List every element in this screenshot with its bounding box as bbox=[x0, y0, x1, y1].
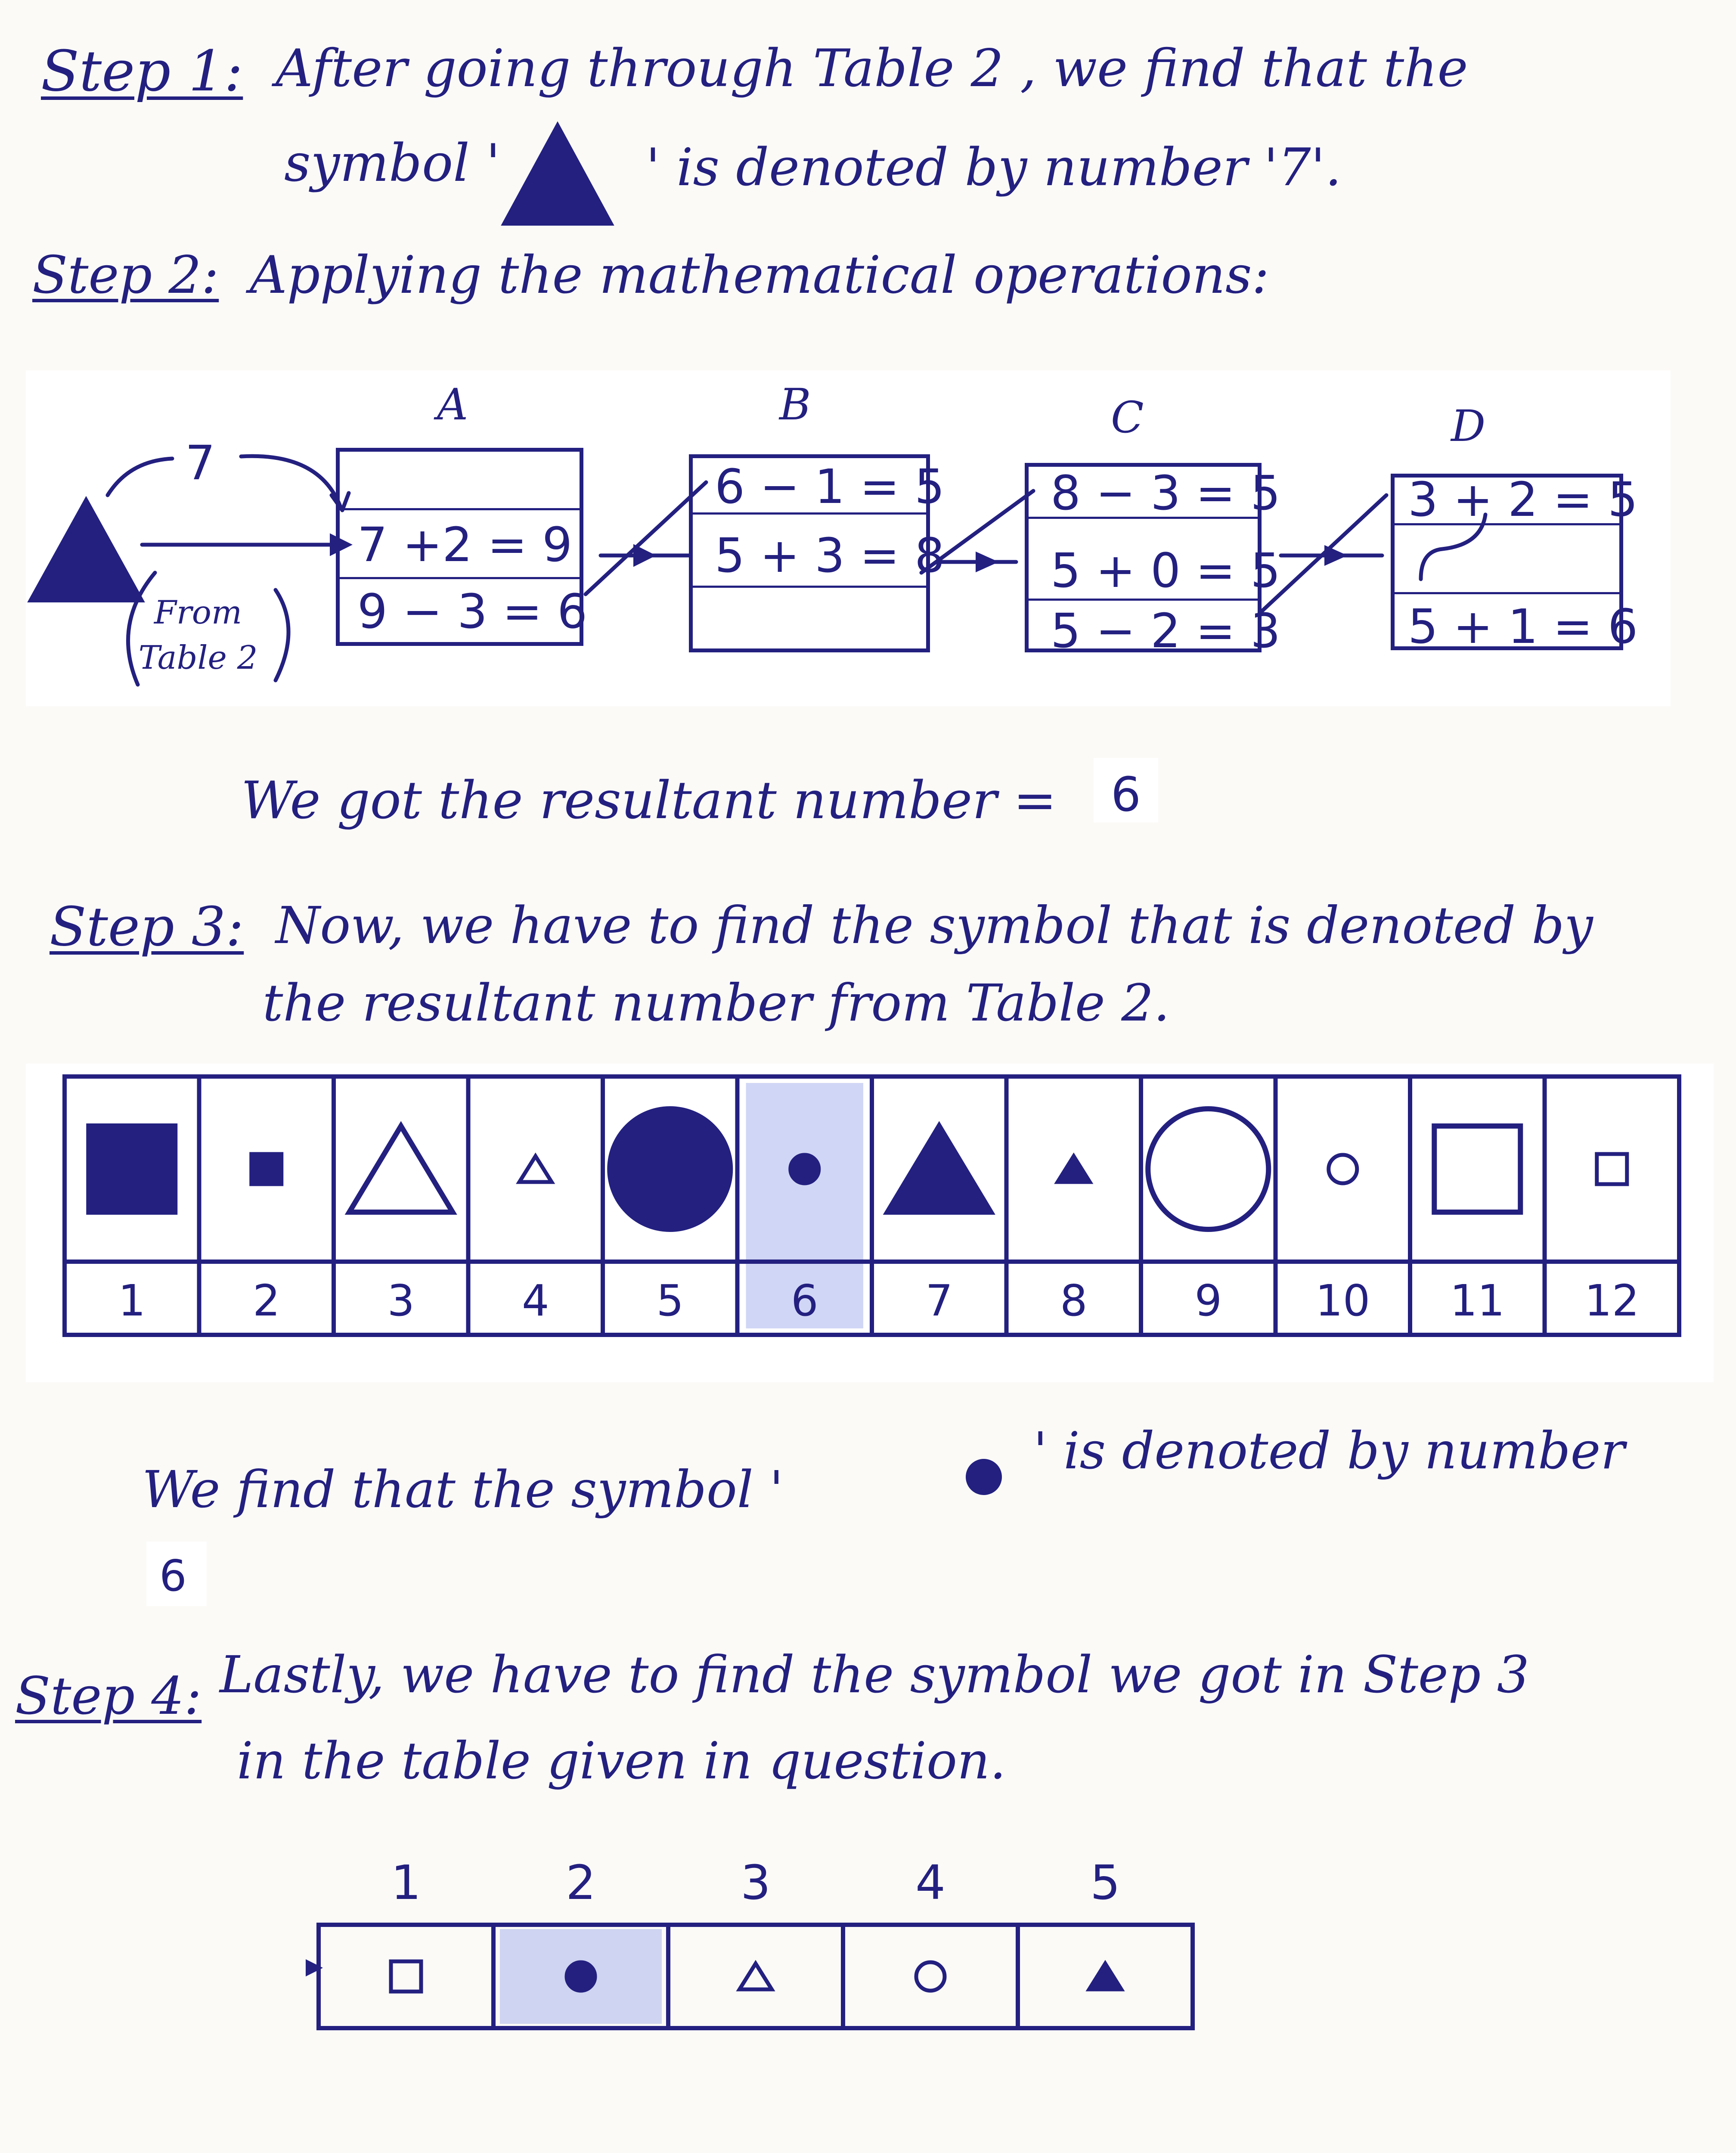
answer-border bbox=[319, 1925, 1193, 2028]
box-b-row1: 6 − 1 = 5 bbox=[715, 459, 945, 514]
outline-circle-small-icon bbox=[916, 1962, 945, 1991]
find-value: 6 bbox=[159, 1551, 187, 1601]
source-note: From Table 2 bbox=[138, 593, 258, 676]
step1-post-symbol: ' is denoted by number '7'. bbox=[646, 138, 1342, 198]
box-a-row3: 9 − 3 = 6 bbox=[357, 584, 588, 639]
step4-line1: Lastly, we have to find the symbol we got in Step 3 bbox=[220, 1645, 1529, 1704]
step3-line2: the resultant number from Table 2. bbox=[263, 973, 1170, 1033]
box-c-name: C bbox=[1111, 392, 1144, 443]
find-pre: We find that the symbol ' bbox=[142, 1460, 784, 1519]
step4-label: Step 4: bbox=[15, 1666, 202, 1726]
table2-number: 7 bbox=[925, 1275, 953, 1326]
step1-line1: After going through Table 2 , we find that the bbox=[276, 39, 1468, 99]
box-b-row2: 5 + 3 = 8 bbox=[715, 528, 945, 583]
find-post: ' is denoted by number bbox=[1033, 1421, 1625, 1480]
table2-number: 6 bbox=[790, 1275, 818, 1326]
answer-number: 4 bbox=[915, 1855, 946, 1910]
table2-number: 10 bbox=[1315, 1275, 1370, 1326]
result-value: 6 bbox=[1111, 767, 1141, 822]
result-text: We got the resultant number = bbox=[241, 771, 1057, 831]
outline-triangle-small-icon bbox=[740, 1964, 772, 1989]
box-d-row1: 3 + 2 = 5 bbox=[1408, 472, 1638, 527]
answer-number: 2 bbox=[566, 1855, 596, 1910]
table2-number: 3 bbox=[387, 1275, 415, 1326]
answer-number: 1 bbox=[391, 1855, 421, 1910]
table2-number: 9 bbox=[1194, 1275, 1222, 1326]
step1-pre-symbol: symbol ' bbox=[284, 133, 500, 193]
step4-line2: in the table given in question. bbox=[237, 1731, 1006, 1790]
table2-number: 2 bbox=[252, 1275, 280, 1326]
filled-triangle-small-icon bbox=[1089, 1964, 1122, 1989]
step2-text: Applying the mathematical operations: bbox=[250, 245, 1269, 305]
box-a-row2: 7 +2 = 9 bbox=[357, 517, 573, 572]
table2-number: 8 bbox=[1060, 1275, 1088, 1326]
answer-number: 5 bbox=[1090, 1855, 1120, 1910]
box-a-name: A bbox=[437, 379, 468, 430]
step2-label: Step 2: bbox=[32, 245, 219, 305]
step3-line1: Now, we have to find the symbol that is denoted by bbox=[276, 896, 1593, 955]
box-c-row2: 5 + 0 = 5 bbox=[1051, 543, 1281, 598]
box-d-name: D bbox=[1451, 401, 1486, 451]
table2-number: 5 bbox=[656, 1275, 684, 1326]
box-c-row3: 5 − 2 = 3 bbox=[1051, 603, 1281, 658]
box-c-row1: 8 − 3 = 5 bbox=[1051, 465, 1281, 521]
step3-label: Step 3: bbox=[50, 896, 244, 958]
table2-number: 4 bbox=[521, 1275, 549, 1326]
step1-label: Step 1: bbox=[41, 38, 243, 104]
table2-number: 1 bbox=[118, 1275, 146, 1326]
box-b-name: B bbox=[779, 379, 811, 430]
outline-square-small-icon bbox=[391, 1961, 421, 1992]
filled-circle-small-icon bbox=[567, 1962, 595, 1991]
answer-number: 3 bbox=[741, 1855, 771, 1910]
table2-number: 11 bbox=[1450, 1275, 1505, 1326]
input-number: 7 bbox=[185, 435, 215, 490]
box-d-row3: 5 + 1 = 6 bbox=[1408, 599, 1638, 654]
table2-number: 12 bbox=[1584, 1275, 1640, 1326]
